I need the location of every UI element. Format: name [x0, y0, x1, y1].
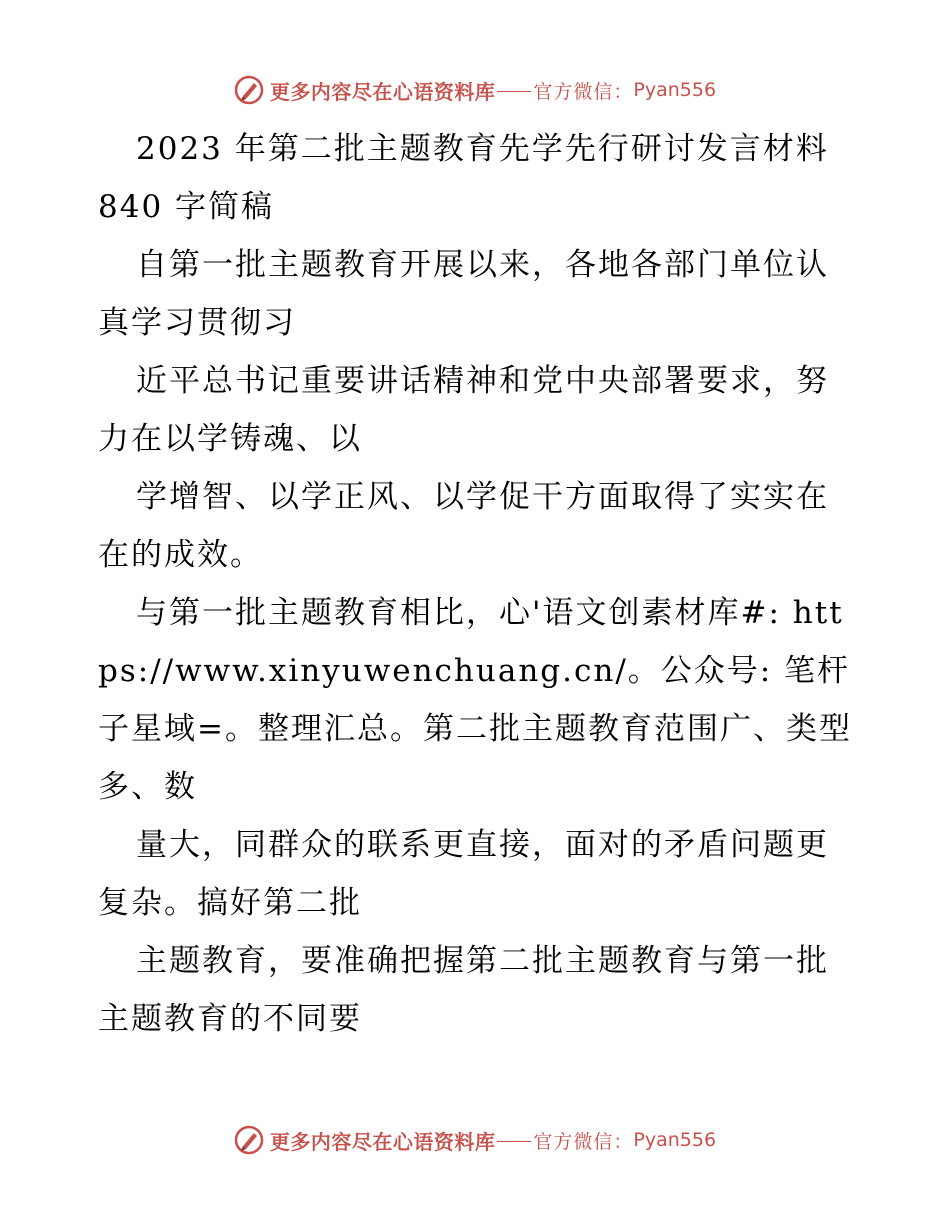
document-body — [98, 120, 858, 1048]
banner-wechat-id: Pyan556 — [633, 1129, 717, 1151]
banner-wechat-id: Pyan556 — [633, 79, 717, 101]
banner-dash — [497, 91, 531, 92]
banner-wechat-label: 官方微信： — [533, 1130, 634, 1153]
paragraph: 与第一批主题教育相比，心'语文创素材库#: https://www.xinyuwenchuang.cn/。公众号: 笔杆子星域=。整理汇总。第二批主题教育范围广、类型多、数 — [98, 595, 852, 805]
footer-banner — [0, 1120, 950, 1160]
paragraph: 主题教育，要准确把握第二批主题教育与第一批主题教育的不同要 — [98, 943, 829, 1037]
banner-wechat-label: 官方微信： — [533, 80, 634, 103]
banner-dash — [497, 1141, 531, 1142]
pen-logo-icon — [234, 75, 264, 105]
paragraph: 自第一批主题教育开展以来，各地各部门单位认真学习贯彻习 — [98, 247, 829, 341]
pen-logo-icon — [234, 1125, 264, 1155]
header-banner — [0, 70, 950, 110]
paragraph: 近平总书记重要讲话精神和党中央部署要求，努力在以学铸魂、以 — [98, 363, 829, 457]
paragraph: 学增智、以学正风、以学促干方面取得了实实在在的成效。 — [98, 479, 829, 573]
banner-title: 更多内容尽在心语资料库 — [269, 1129, 496, 1154]
banner-title: 更多内容尽在心语资料库 — [269, 79, 496, 104]
document-title: 2023 年第二批主题教育先学先行研讨发言材料 840 字简稿 — [98, 131, 829, 225]
paragraph: 量大，同群众的联系更直接，面对的矛盾问题更复杂。搞好第二批 — [98, 827, 829, 921]
